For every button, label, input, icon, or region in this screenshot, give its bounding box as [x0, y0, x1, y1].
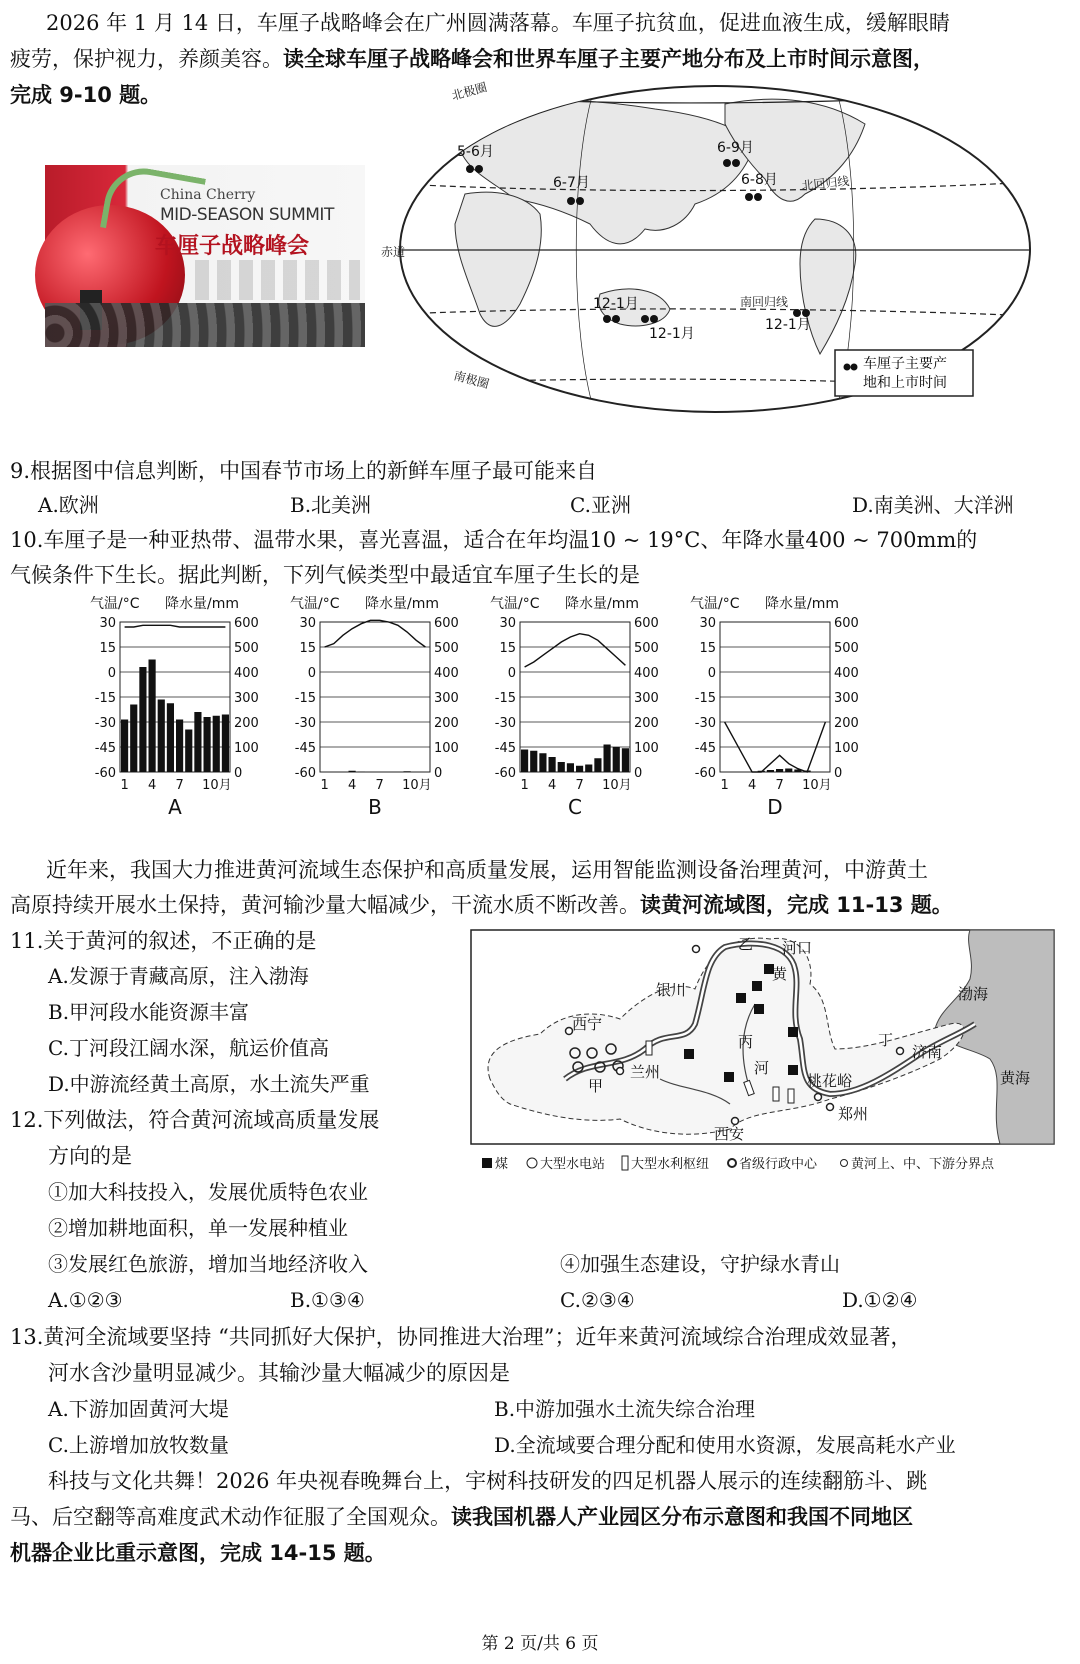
place-yi: 乙	[738, 935, 754, 953]
q13-option-a: A.下游加固黄河大堤	[48, 1397, 229, 1421]
temp-line	[525, 634, 626, 667]
precip-bar	[613, 747, 620, 772]
place-bohai: 渤海	[958, 985, 989, 1003]
precip-tick: 500	[834, 641, 859, 656]
temp-tick: -30	[494, 716, 516, 731]
place-yinchuan: 银川	[656, 981, 687, 999]
temp-tick: -30	[94, 716, 116, 731]
q11-option-b: B.甲河段水能资源丰富	[48, 1000, 250, 1024]
temp-line	[125, 625, 226, 627]
place-jia: 甲	[588, 1077, 604, 1095]
temp-axis-label: 气温/°C	[490, 596, 540, 612]
precip-bar	[358, 772, 365, 773]
precip-tick: 600	[434, 616, 459, 631]
precip-tick: 300	[834, 691, 859, 706]
page-footer: 第 2 页/共 6 页	[481, 1634, 599, 1654]
q11-option-a: A.发源于青藏高原，注入渤海	[48, 964, 309, 988]
place-taohuayu: 桃花峪	[807, 1072, 853, 1090]
precip-tick: 300	[634, 691, 659, 706]
precip-tick: 200	[234, 716, 259, 731]
legend-hydro: 大型水电站	[540, 1157, 606, 1172]
precip-tick: 300	[434, 691, 459, 706]
q12-item-2: ②增加耕地面积，单一发展种植业	[48, 1216, 348, 1240]
label-tropic-cancer: 北回归线	[800, 174, 851, 193]
precip-bar	[194, 712, 201, 772]
q11-stem: 11.关于黄河的叙述，不正确的是	[10, 929, 317, 953]
q13-option-c: C.上游增加放牧数量	[48, 1433, 229, 1457]
month-tick: 10月	[202, 778, 232, 793]
robot-intro-line-3: 机器企业比重示意图，完成 14-15 题。	[10, 1541, 386, 1565]
temp-tick: 0	[307, 666, 316, 681]
precip-tick: 100	[434, 741, 459, 756]
audience-crowd	[45, 303, 365, 347]
robot-intro-line-2-plain: 马、后空翻等高难度武术动作征服了全国观众。	[10, 1505, 451, 1529]
precip-bar	[176, 720, 183, 773]
precip-bar	[222, 715, 229, 773]
yellow-river-map	[470, 929, 1055, 1177]
temp-tick: -60	[694, 766, 716, 781]
temp-tick: 15	[699, 641, 716, 656]
q10-line-1: 10.车厘子是一种亚热带、温带水果，喜光喜温，适合在年均温10 ~ 19°C、年降水量400 ~ 700mm的	[10, 528, 978, 552]
temp-tick: -60	[94, 766, 116, 781]
temp-tick: -15	[694, 691, 716, 706]
intro-line-3: 完成 9-10 题。	[10, 83, 162, 107]
month-tick: 4	[747, 778, 757, 793]
legend-coal: 煤	[495, 1157, 509, 1172]
month-tick: 10月	[402, 778, 432, 793]
time-na-west: 6-9月	[717, 140, 754, 156]
precip-bar	[594, 758, 601, 772]
precip-tick: 200	[634, 716, 659, 731]
precip-tick: 600	[634, 616, 659, 631]
q12-item-3: ③发展红色旅游，增加当地经济收入	[48, 1252, 368, 1276]
precip-bar	[622, 748, 629, 772]
climate-chart-d	[690, 595, 859, 819]
yr-intro-line-2	[10, 890, 953, 920]
time-asia: 6-7月	[553, 175, 590, 191]
precip-tick: 500	[634, 641, 659, 656]
chart-name: C	[568, 795, 582, 819]
precip-bar	[149, 660, 156, 773]
place-bing: 丙	[738, 1033, 754, 1051]
month-tick: 4	[347, 778, 357, 793]
month-tick: 4	[147, 778, 157, 793]
legend-boundary: 黄河上、中、下游分界点	[851, 1157, 995, 1172]
precip-bar	[158, 700, 165, 773]
month-tick: 10月	[802, 778, 832, 793]
precip-tick: 400	[434, 666, 459, 681]
temp-tick: 0	[107, 666, 116, 681]
temp-tick: 30	[699, 616, 716, 631]
robot-intro-line-2	[10, 1502, 913, 1532]
month-tick: 10月	[602, 778, 632, 793]
precip-axis-label: 降水量/mm	[565, 596, 639, 612]
q12-option-d: D.①②④	[842, 1288, 918, 1312]
intro-line-2-bold: 读全球车厘子战略峰会和世界车厘子主要产地分布及上市时间示意图，	[283, 47, 934, 71]
legend-dam: 大型水利枢纽	[631, 1157, 710, 1172]
chart-name: A	[168, 795, 182, 819]
q13-line-2: 河水含沙量明显减少。其输沙量大幅减少的原因是	[48, 1361, 510, 1385]
climate-chart-b	[290, 595, 459, 819]
q9-option-c: C.亚洲	[570, 493, 631, 517]
temp-tick: -30	[694, 716, 716, 731]
q9-option-a: A.欧洲	[38, 493, 99, 517]
label-north-pole: 北极圈	[450, 80, 489, 103]
intro-line-1: 2026 年 1 月 14 日，车厘子战略峰会在广州圆满落幕。车厘子抗贫血，促进血液生成，缓解眼睛	[46, 11, 950, 35]
precip-tick: 200	[434, 716, 459, 731]
precip-bar	[576, 766, 583, 772]
precip-tick: 100	[834, 741, 859, 756]
place-xian: 西安	[714, 1125, 745, 1143]
legend-line-2: 地和上市时间	[863, 375, 947, 391]
precip-tick: 0	[434, 766, 443, 781]
label-tropic-capricorn: 南回归线	[740, 295, 789, 309]
q12-stem-2: 方向的是	[48, 1144, 132, 1168]
temp-tick: -30	[294, 716, 316, 731]
month-tick: 1	[320, 778, 329, 793]
place-hekou: 河口	[782, 939, 813, 957]
chart-name: D	[767, 795, 783, 819]
precip-tick: 400	[834, 666, 859, 681]
time-europe: 5-6月	[457, 144, 494, 160]
month-tick: 1	[120, 778, 129, 793]
precip-bar	[567, 763, 574, 772]
temp-tick: 0	[707, 666, 716, 681]
q12-stem-1: 12.下列做法，符合黄河流域高质量发展	[10, 1108, 380, 1132]
climate-charts	[80, 594, 880, 834]
month-tick: 7	[575, 778, 584, 793]
temp-tick: -60	[294, 766, 316, 781]
precip-tick: 500	[234, 641, 259, 656]
precip-bar	[130, 705, 137, 773]
temp-axis-label: 气温/°C	[690, 596, 740, 612]
precip-bar	[121, 720, 128, 773]
yr-intro-line-2-bold: 读黄河流域图，完成 11-13 题。	[640, 893, 953, 917]
place-zhengzhou: 郑州	[838, 1105, 869, 1123]
precip-axis-label: 降水量/mm	[765, 596, 839, 612]
q12-option-c: C.②③④	[560, 1288, 635, 1312]
precip-bar	[776, 769, 783, 772]
intro-line-2	[10, 44, 934, 74]
precip-tick: 300	[234, 691, 259, 706]
robot-intro-line-2-bold: 读我国机器人产业园区分布示意图和我国不同地区	[451, 1505, 913, 1529]
photo-title-cn: 车厘子战略峰会	[155, 233, 310, 259]
q12-option-a: A.①②③	[48, 1288, 123, 1312]
q9-stem: 9.根据图中信息判断，中国春节市场上的新鲜车厘子最可能来自	[10, 459, 598, 483]
precip-bar	[539, 753, 546, 772]
temp-tick: 30	[499, 616, 516, 631]
precip-bar	[167, 703, 174, 772]
month-tick: 4	[547, 778, 557, 793]
temp-tick: -15	[494, 691, 516, 706]
precip-bar	[521, 750, 528, 773]
place-huanghai: 黄海	[1000, 1069, 1031, 1087]
label-equator: 赤道	[381, 245, 406, 259]
sponsor-logos	[195, 260, 360, 300]
q9-option-d: D.南美洲、大洋洲	[852, 493, 1014, 517]
precip-bar	[404, 771, 411, 772]
q13-line-1: 13.黄河全流域要坚持 “共同抓好大保护，协同推进大治理”；近年来黄河流域综合治理成效显著，	[10, 1325, 912, 1349]
precip-bar	[213, 716, 220, 772]
precip-tick: 0	[634, 766, 643, 781]
time-na-east: 6-8月	[741, 172, 778, 188]
month-tick: 1	[720, 778, 729, 793]
precip-tick: 100	[634, 741, 659, 756]
temp-tick: 15	[299, 641, 316, 656]
photo-title-small: China Cherry	[160, 187, 256, 203]
temp-line	[325, 620, 426, 647]
precip-bar	[204, 717, 211, 772]
q12-item-1: ①加大科技投入，发展优质特色农业	[48, 1180, 368, 1204]
legend-line-1: 车厘子主要产	[863, 356, 947, 372]
precip-bar	[558, 762, 565, 772]
place-xining: 西宁	[572, 1015, 603, 1033]
month-tick: 7	[375, 778, 384, 793]
precip-bar	[549, 757, 556, 772]
label-south-pole: 南极圈	[452, 368, 491, 392]
temp-tick: -45	[694, 741, 716, 756]
month-tick: 7	[175, 778, 184, 793]
place-jinan: 济南	[912, 1043, 943, 1061]
temp-tick: -45	[294, 741, 316, 756]
river-map-legend	[482, 1156, 995, 1172]
precip-bar	[185, 730, 192, 773]
intro-line-2-plain: 疲劳，保护视力，养颜美容。	[10, 47, 283, 71]
month-tick: 1	[520, 778, 529, 793]
precip-axis-label: 降水量/mm	[165, 596, 239, 612]
climate-chart-c	[490, 595, 659, 819]
temp-tick: 30	[299, 616, 316, 631]
q9-option-b: B.北美洲	[290, 493, 372, 517]
temp-tick: 15	[99, 641, 116, 656]
time-australia-2: 12-1月	[649, 326, 695, 342]
precip-tick: 100	[234, 741, 259, 756]
temp-tick: -15	[94, 691, 116, 706]
place-he: 河	[754, 1059, 770, 1077]
time-australia-1: 12-1月	[593, 296, 639, 312]
precip-bar	[349, 771, 356, 772]
temp-tick: 0	[507, 666, 516, 681]
temp-tick: -60	[494, 766, 516, 781]
map-legend	[835, 350, 973, 396]
summit-photo	[45, 165, 365, 347]
place-ding: 丁	[878, 1031, 894, 1049]
precip-bar	[785, 769, 792, 773]
precip-tick: 400	[634, 666, 659, 681]
yr-intro-line-1: 近年来，我国大力推进黄河流域生态保护和高质量发展，运用智能监测设备治理黄河，中游黄土	[46, 858, 928, 882]
precip-tick: 400	[234, 666, 259, 681]
robot-intro-line-1: 科技与文化共舞！2026 年央视春晚舞台上，宇树科技研发的四足机器人展示的连续翻筋斗、跳	[48, 1469, 928, 1493]
precip-tick: 200	[834, 716, 859, 731]
temp-tick: 15	[499, 641, 516, 656]
yr-intro-line-2-plain: 高原持续开展水土保持，黄河输沙量大幅减少，干流水质不断改善。	[10, 893, 640, 917]
legend-capital: 省级行政中心	[739, 1157, 818, 1172]
precip-bar	[139, 667, 146, 772]
q12-option-b: B.①③④	[290, 1288, 365, 1312]
temp-tick: -45	[494, 741, 516, 756]
precip-bar	[604, 745, 611, 773]
photo-title-en: MID-SEASON SUMMIT	[160, 205, 334, 225]
temp-axis-label: 气温/°C	[90, 596, 140, 612]
q11-option-d: D.中游流经黄土高原，水土流失严重	[48, 1072, 370, 1096]
month-tick: 7	[775, 778, 784, 793]
q12-item-4: ④加强生态建设，守护绿水青山	[560, 1252, 840, 1276]
q13-option-d: D.全流域要合理分配和使用水资源，发展高耗水产业	[494, 1433, 956, 1457]
world-cherry-map	[381, 80, 1043, 420]
q10-line-2: 气候条件下生长。据此判断，下列气候类型中最适宜车厘子生长的是	[10, 563, 640, 587]
precip-tick: 0	[834, 766, 843, 781]
q13-option-b: B.中游加强水土流失综合治理	[494, 1397, 756, 1421]
q11-option-c: C.丁河段江阔水深，航运价值高	[48, 1036, 329, 1060]
climate-chart-a	[90, 595, 259, 819]
precip-tick: 0	[234, 766, 243, 781]
time-south-america: 12-1月	[765, 317, 811, 333]
temp-tick: -45	[94, 741, 116, 756]
temp-tick: -15	[294, 691, 316, 706]
place-lanzhou: 兰州	[630, 1063, 661, 1081]
precip-bar	[530, 751, 537, 772]
precip-axis-label: 降水量/mm	[365, 596, 439, 612]
precip-tick: 600	[834, 616, 859, 631]
precip-tick: 600	[234, 616, 259, 631]
chart-name: B	[368, 795, 382, 819]
precip-bar	[585, 765, 592, 773]
precip-tick: 500	[434, 641, 459, 656]
temp-tick: 30	[99, 616, 116, 631]
place-huang: 黄	[772, 965, 788, 983]
precip-bar	[767, 770, 774, 772]
temp-axis-label: 气温/°C	[290, 596, 340, 612]
